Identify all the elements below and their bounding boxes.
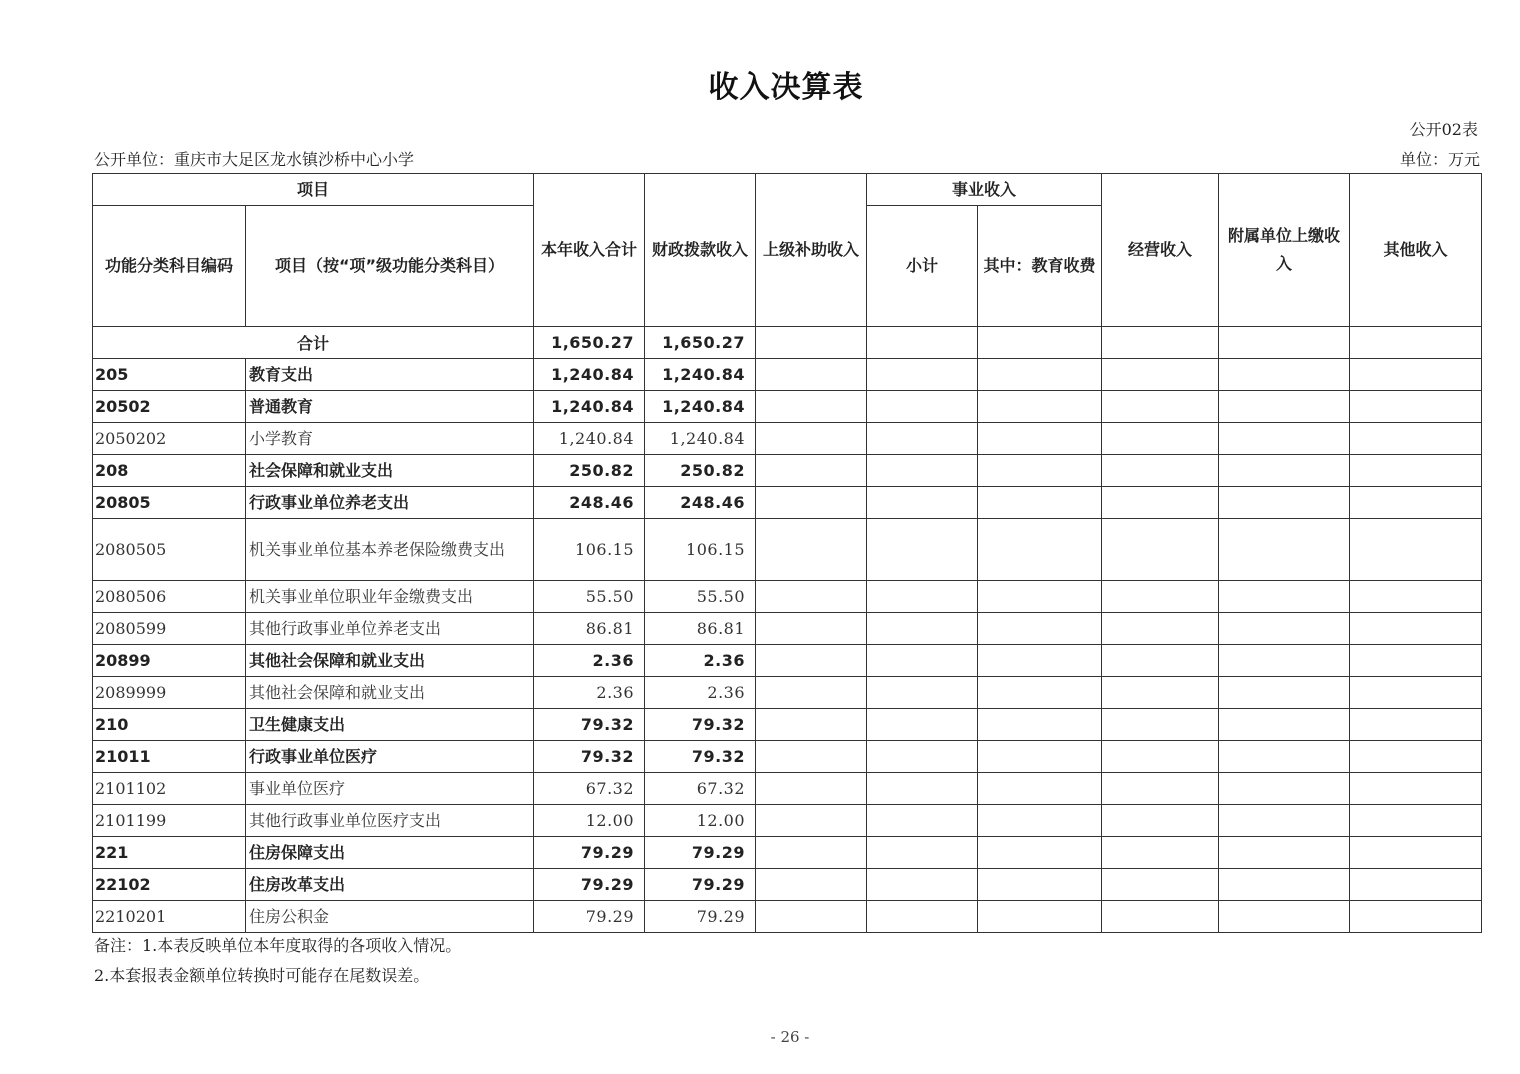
empty-cell <box>978 423 1102 455</box>
row-total: 79.32 <box>534 741 645 773</box>
header-fiscal: 财政拨款收入 <box>645 174 756 327</box>
empty-cell <box>978 613 1102 645</box>
table-header <box>93 174 1482 327</box>
total-label: 合计 <box>93 327 534 359</box>
row-code: 22102 <box>93 869 246 901</box>
row-name: 教育支出 <box>246 359 534 391</box>
row-fiscal: 67.32 <box>645 773 756 805</box>
note-1: 备注：1.本表反映单位本年度取得的各项收入情况。 <box>94 936 462 955</box>
header-subtotal: 小计 <box>867 206 978 327</box>
row-name: 小学教育 <box>246 423 534 455</box>
empty-cell <box>978 581 1102 613</box>
row-code: 20502 <box>93 391 246 423</box>
form-code: 公开02表 <box>1409 120 1478 139</box>
row-total: 67.32 <box>534 773 645 805</box>
empty-cell <box>978 645 1102 677</box>
empty-cell <box>1350 423 1482 455</box>
empty-cell <box>756 581 867 613</box>
empty-cell <box>978 709 1102 741</box>
row-name: 住房公积金 <box>246 901 534 933</box>
table-row <box>93 677 1482 709</box>
table-row <box>93 487 1482 519</box>
row-fiscal: 79.29 <box>645 837 756 869</box>
row-name: 社会保障和就业支出 <box>246 455 534 487</box>
empty-cell <box>756 741 867 773</box>
row-total: 1,240.84 <box>534 423 645 455</box>
empty-cell <box>1350 869 1482 901</box>
row-name: 其他社会保障和就业支出 <box>246 645 534 677</box>
empty-cell <box>756 869 867 901</box>
row-name: 住房改革支出 <box>246 869 534 901</box>
empty-cell <box>1219 613 1350 645</box>
row-fiscal: 250.82 <box>645 455 756 487</box>
empty-cell <box>978 741 1102 773</box>
empty-cell <box>867 677 978 709</box>
empty-cell <box>1219 487 1350 519</box>
row-fiscal: 106.15 <box>645 519 756 581</box>
empty-cell <box>1350 519 1482 581</box>
empty-cell <box>867 519 978 581</box>
empty-cell <box>867 709 978 741</box>
row-fiscal: 79.32 <box>645 709 756 741</box>
unit-info-line <box>94 147 1480 170</box>
empty-cell <box>867 455 978 487</box>
table-row <box>93 869 1482 901</box>
row-code: 2080506 <box>93 581 246 613</box>
empty-cell <box>1219 423 1350 455</box>
row-name: 其他社会保障和就业支出 <box>246 677 534 709</box>
empty-cell <box>1350 773 1482 805</box>
header-superior: 上级补助收入 <box>756 174 867 327</box>
empty-cell <box>756 423 867 455</box>
currency-unit: 单位：万元 <box>1399 150 1480 169</box>
empty-cell <box>756 805 867 837</box>
empty-cell <box>1102 709 1219 741</box>
empty-cell <box>1350 805 1482 837</box>
empty-cell <box>756 359 867 391</box>
row-name: 其他行政事业单位医疗支出 <box>246 805 534 837</box>
empty-cell <box>978 359 1102 391</box>
empty-cell <box>978 327 1102 359</box>
empty-cell <box>1102 613 1219 645</box>
row-total: 248.46 <box>534 487 645 519</box>
empty-cell <box>1350 901 1482 933</box>
empty-cell <box>1350 455 1482 487</box>
row-fiscal: 79.29 <box>645 869 756 901</box>
empty-cell <box>1350 677 1482 709</box>
row-code: 205 <box>93 359 246 391</box>
empty-cell <box>1219 645 1350 677</box>
table-row <box>93 773 1482 805</box>
empty-cell <box>978 901 1102 933</box>
row-name: 行政事业单位医疗 <box>246 741 534 773</box>
row-code: 2101102 <box>93 773 246 805</box>
row-total: 79.29 <box>534 901 645 933</box>
empty-cell <box>1102 455 1219 487</box>
row-name: 机关事业单位职业年金缴费支出 <box>246 581 534 613</box>
empty-cell <box>756 613 867 645</box>
row-code: 2101199 <box>93 805 246 837</box>
table-row <box>93 391 1482 423</box>
table-row <box>93 645 1482 677</box>
empty-cell <box>867 741 978 773</box>
empty-cell <box>756 391 867 423</box>
empty-cell <box>1219 869 1350 901</box>
table-row <box>93 837 1482 869</box>
row-total: 79.29 <box>534 837 645 869</box>
row-fiscal: 55.50 <box>645 581 756 613</box>
row-code: 2080505 <box>93 519 246 581</box>
empty-cell <box>978 391 1102 423</box>
empty-cell <box>1350 581 1482 613</box>
row-code: 21011 <box>93 741 246 773</box>
empty-cell <box>1102 327 1219 359</box>
empty-cell <box>1350 613 1482 645</box>
row-code: 2080599 <box>93 613 246 645</box>
row-total: 79.29 <box>534 869 645 901</box>
row-code: 2210201 <box>93 901 246 933</box>
empty-cell <box>978 805 1102 837</box>
empty-cell <box>867 645 978 677</box>
empty-cell <box>756 487 867 519</box>
row-total: 86.81 <box>534 613 645 645</box>
empty-cell <box>1102 487 1219 519</box>
empty-cell <box>978 869 1102 901</box>
empty-cell <box>1102 645 1219 677</box>
row-fiscal: 86.81 <box>645 613 756 645</box>
table-row <box>93 613 1482 645</box>
row-name: 卫生健康支出 <box>246 709 534 741</box>
header-other: 其他收入 <box>1350 174 1482 327</box>
empty-cell <box>1350 327 1482 359</box>
empty-cell <box>756 709 867 741</box>
empty-cell <box>867 805 978 837</box>
empty-cell <box>1102 677 1219 709</box>
empty-cell <box>1350 391 1482 423</box>
table-row <box>93 709 1482 741</box>
empty-cell <box>1102 869 1219 901</box>
empty-cell <box>1219 391 1350 423</box>
total-row-fiscal: 1,650.27 <box>645 327 756 359</box>
row-code: 221 <box>93 837 246 869</box>
empty-cell <box>867 613 978 645</box>
page-title: 收入决算表 <box>708 70 864 105</box>
row-code: 210 <box>93 709 246 741</box>
empty-cell <box>1219 837 1350 869</box>
row-total: 55.50 <box>534 581 645 613</box>
empty-cell <box>978 837 1102 869</box>
table-row <box>93 581 1482 613</box>
empty-cell <box>1219 327 1350 359</box>
row-fiscal: 1,240.84 <box>645 359 756 391</box>
empty-cell <box>1219 805 1350 837</box>
header-career-income: 事业收入 <box>867 174 1102 206</box>
empty-cell <box>867 581 978 613</box>
empty-cell <box>1350 837 1482 869</box>
empty-cell <box>1350 645 1482 677</box>
empty-cell <box>1102 805 1219 837</box>
empty-cell <box>978 455 1102 487</box>
empty-cell <box>1219 901 1350 933</box>
empty-cell <box>756 773 867 805</box>
empty-cell <box>1102 741 1219 773</box>
row-code: 208 <box>93 455 246 487</box>
empty-cell <box>1102 837 1219 869</box>
table-row <box>93 901 1482 933</box>
empty-cell <box>978 677 1102 709</box>
empty-cell <box>1102 423 1219 455</box>
row-total: 1,240.84 <box>534 391 645 423</box>
row-total: 2.36 <box>534 645 645 677</box>
row-name: 住房保障支出 <box>246 837 534 869</box>
reporting-unit: 公开单位：重庆市大足区龙水镇沙桥中心小学 <box>94 150 415 169</box>
header-name: 项目（按“项”级功能分类科目） <box>246 206 534 327</box>
row-total: 12.00 <box>534 805 645 837</box>
table-row <box>93 359 1482 391</box>
row-total: 79.32 <box>534 709 645 741</box>
empty-cell <box>867 359 978 391</box>
empty-cell <box>756 837 867 869</box>
table-body <box>93 327 1482 933</box>
header-project: 项目 <box>93 174 534 206</box>
empty-cell <box>1350 741 1482 773</box>
table-row <box>93 423 1482 455</box>
empty-cell <box>1350 359 1482 391</box>
empty-cell <box>867 487 978 519</box>
empty-cell <box>1350 709 1482 741</box>
empty-cell <box>756 901 867 933</box>
header-code: 功能分类科目编码 <box>93 206 246 327</box>
total-row-total: 1,650.27 <box>534 327 645 359</box>
table-row <box>93 741 1482 773</box>
header-affiliated: 附属单位上缴收入 <box>1219 174 1350 327</box>
header-operating: 经营收入 <box>1102 174 1219 327</box>
empty-cell <box>1102 519 1219 581</box>
row-fiscal: 79.32 <box>645 741 756 773</box>
row-name: 事业单位医疗 <box>246 773 534 805</box>
empty-cell <box>1102 359 1219 391</box>
empty-cell <box>1219 709 1350 741</box>
empty-cell <box>756 645 867 677</box>
empty-cell <box>867 869 978 901</box>
table-row <box>93 805 1482 837</box>
row-fiscal: 12.00 <box>645 805 756 837</box>
empty-cell <box>867 773 978 805</box>
empty-cell <box>756 677 867 709</box>
page-number: - 26 - <box>770 1028 810 1046</box>
row-fiscal: 79.29 <box>645 901 756 933</box>
empty-cell <box>978 487 1102 519</box>
total-row <box>93 327 1482 359</box>
empty-cell <box>1102 901 1219 933</box>
empty-cell <box>978 519 1102 581</box>
empty-cell <box>1102 773 1219 805</box>
empty-cell <box>756 327 867 359</box>
row-fiscal: 248.46 <box>645 487 756 519</box>
row-code: 2089999 <box>93 677 246 709</box>
empty-cell <box>867 901 978 933</box>
income-table <box>92 173 1482 933</box>
notes <box>94 931 461 991</box>
row-fiscal: 2.36 <box>645 645 756 677</box>
row-total: 250.82 <box>534 455 645 487</box>
row-code: 20899 <box>93 645 246 677</box>
row-name: 普通教育 <box>246 391 534 423</box>
table-row <box>93 519 1482 581</box>
empty-cell <box>756 519 867 581</box>
row-name: 行政事业单位养老支出 <box>246 487 534 519</box>
note-2: 2.本套报表金额单位转换时可能存在尾数误差。 <box>94 966 430 985</box>
empty-cell <box>1219 455 1350 487</box>
empty-cell <box>978 773 1102 805</box>
empty-cell <box>1219 677 1350 709</box>
empty-cell <box>867 423 978 455</box>
empty-cell <box>1350 487 1482 519</box>
row-total: 1,240.84 <box>534 359 645 391</box>
row-name: 机关事业单位基本养老保险缴费支出 <box>246 519 534 581</box>
row-code: 2050202 <box>93 423 246 455</box>
row-code: 20805 <box>93 487 246 519</box>
row-total: 2.36 <box>534 677 645 709</box>
empty-cell <box>1219 581 1350 613</box>
row-fiscal: 1,240.84 <box>645 423 756 455</box>
row-total: 106.15 <box>534 519 645 581</box>
row-fiscal: 2.36 <box>645 677 756 709</box>
empty-cell <box>867 391 978 423</box>
header-total: 本年收入合计 <box>534 174 645 327</box>
empty-cell <box>1219 773 1350 805</box>
row-fiscal: 1,240.84 <box>645 391 756 423</box>
empty-cell <box>1219 741 1350 773</box>
empty-cell <box>1219 359 1350 391</box>
empty-cell <box>1102 391 1219 423</box>
table-row <box>93 455 1482 487</box>
row-name: 其他行政事业单位养老支出 <box>246 613 534 645</box>
header-edu-fee: 其中：教育收费 <box>978 206 1102 327</box>
empty-cell <box>867 327 978 359</box>
empty-cell <box>1219 519 1350 581</box>
empty-cell <box>1102 581 1219 613</box>
empty-cell <box>867 837 978 869</box>
empty-cell <box>756 455 867 487</box>
